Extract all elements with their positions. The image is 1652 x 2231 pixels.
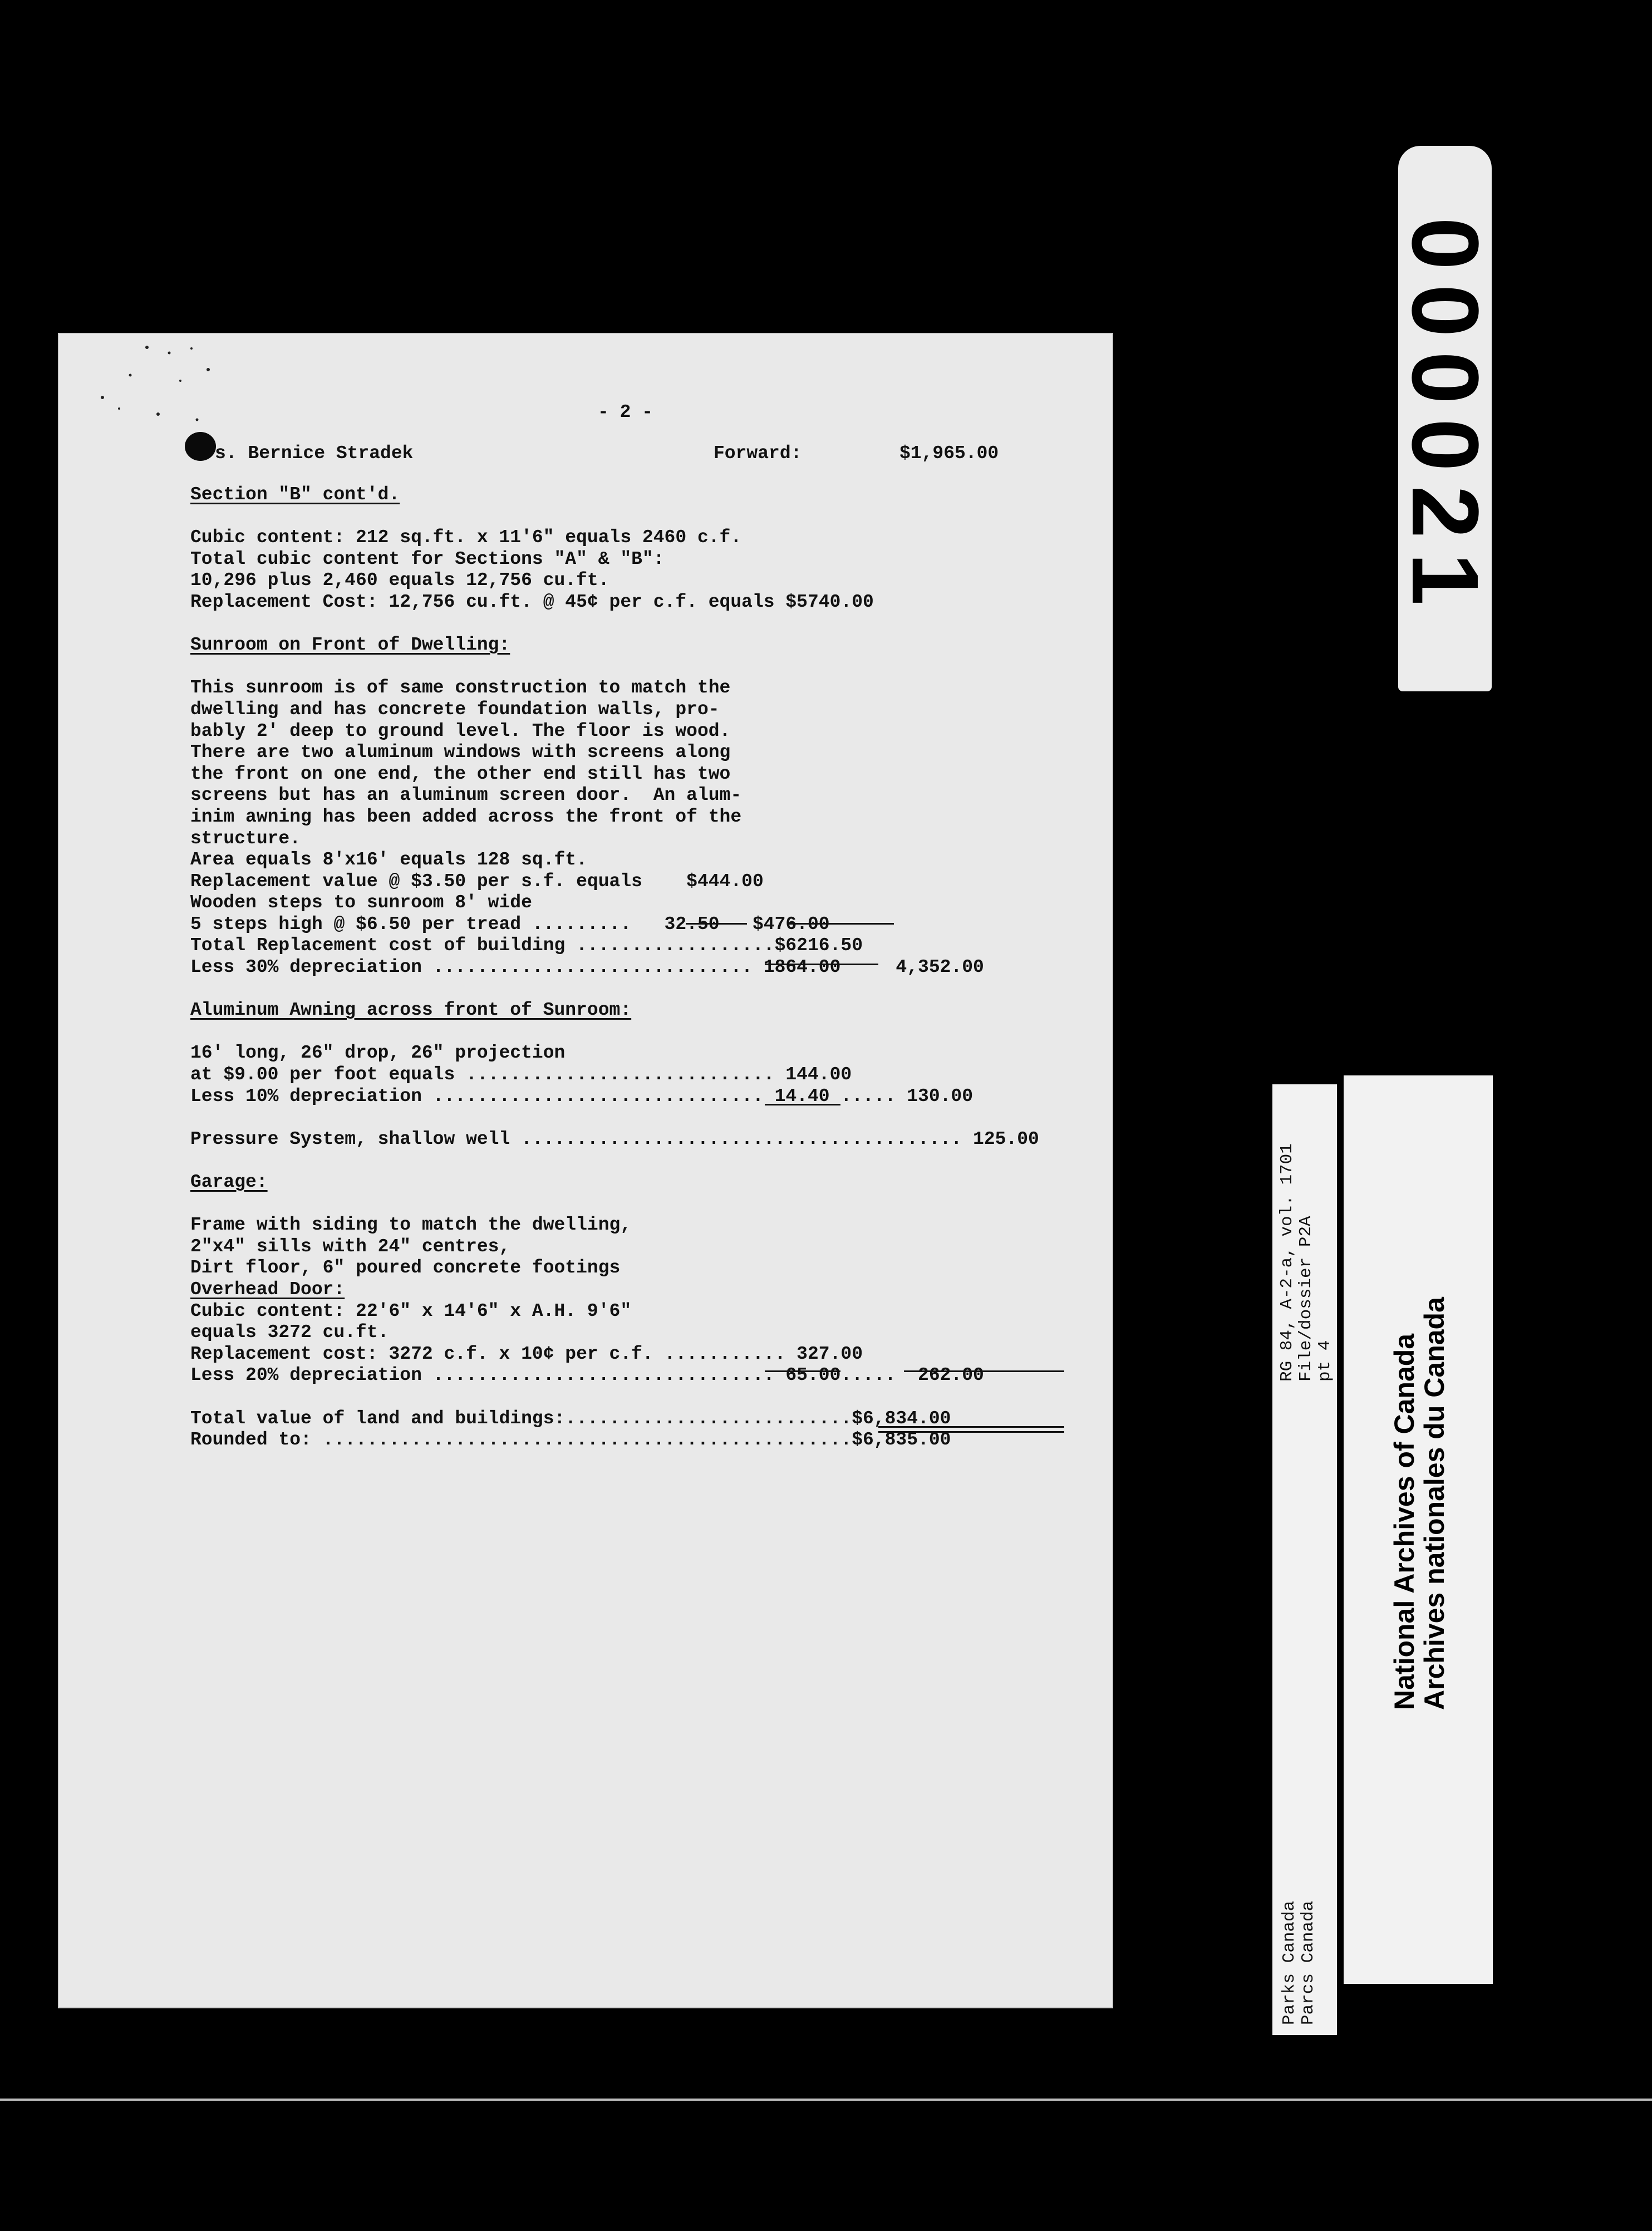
text-line: at $9.00 per foot equals ............................ 144.00 — [190, 1064, 852, 1085]
section-heading — [190, 1000, 1059, 1021]
heading-text: Aluminum Awning across front of Sunroom: — [190, 1000, 632, 1021]
institution-name: National Archives of Canada Archives nationales du Canada — [1389, 1297, 1450, 1710]
text-line — [190, 656, 1059, 678]
forward-label: Forward: — [714, 443, 802, 464]
archives-label — [1344, 1075, 1493, 1984]
ink-specks — [80, 336, 214, 431]
subheading — [190, 1279, 1059, 1301]
text-line — [190, 1107, 1059, 1129]
heading-text: Overhead Door: — [190, 1279, 345, 1300]
heading-text: Garage: — [190, 1172, 268, 1192]
underline-rule — [788, 923, 894, 925]
agency-text: Parks Canada Parcs Canada — [1280, 1900, 1318, 2025]
text-line — [190, 1387, 1059, 1408]
text-line: equals 3272 cu.ft. — [190, 1322, 389, 1343]
text-line — [190, 1150, 1059, 1172]
frame-edge-line — [0, 2099, 1652, 2101]
text-line — [190, 613, 1059, 635]
text-line: 10,296 plus 2,460 equals 12,756 cu.ft. — [190, 570, 609, 591]
text-line: inim awning has been added across the front of the — [190, 806, 742, 827]
text-line: Area equals 8'x16' equals 128 sq.ft. — [190, 849, 587, 871]
text-line: Less 30% depreciation ............................. 1864.00 4,352.00 — [190, 957, 984, 978]
text-line: Frame with siding to match the dwelling, — [190, 1215, 632, 1236]
document-page — [58, 333, 1113, 2008]
reference-text: RG 84, A-2-a, vol. 1701 File/dossier P2A pt 4 — [1277, 1143, 1335, 1382]
text-line: 16' long, 26" drop, 26" projection — [190, 1043, 566, 1064]
reference-label — [1272, 1084, 1337, 2035]
text-line: Pressure System, shallow well ........................................ 125.00 — [190, 1128, 1039, 1149]
underline-rule — [686, 923, 747, 925]
page-number: - 2 - — [598, 402, 653, 422]
text-line: There are two aluminum windows with screens along — [190, 742, 731, 763]
text-line: Rounded to: ................................................$6,835.00 — [190, 1429, 951, 1451]
film-frame-strip — [1392, 146, 1498, 691]
text-line: screens but has an aluminum screen door. An alum- — [190, 785, 742, 806]
document-body — [190, 484, 1059, 1451]
underline-rule — [765, 1370, 840, 1372]
frame-number: 000021 — [1392, 217, 1498, 620]
text-line — [190, 506, 1059, 528]
text-line: the front on one end, the other end still has two — [190, 763, 731, 784]
text-line: Total Replacement cost of building ..................$6216.50 — [190, 935, 863, 956]
text-line: Cubic content: 22'6" x 14'6" x A.H. 9'6" — [190, 1300, 632, 1321]
recipient-name: s. Bernice Stradek — [215, 443, 414, 464]
section-heading — [190, 1172, 1059, 1193]
text-line: Cubic content: 212 sq.ft. x 11'6" equals 2460 c.f. — [190, 527, 742, 548]
text-line: 5 steps high @ $6.50 per tread ......... 32.50 $476.00 — [190, 913, 830, 935]
underline-rule — [765, 1104, 840, 1105]
forward-amount: $1,965.00 — [899, 443, 999, 464]
text-line: 2"x4" sills with 24" centres, — [190, 1236, 510, 1257]
ink-blot — [185, 432, 216, 461]
text-line: Less 20% depreciation ............................... 65.00..... 262.00 — [190, 1365, 984, 1386]
underline-rule — [904, 1370, 1064, 1372]
text-line — [190, 979, 1059, 1000]
double-underline — [878, 1426, 1064, 1433]
heading-text: Sunroom on Front of Dwelling: — [190, 635, 510, 656]
text-line: Wooden steps to sunroom 8' wide — [190, 892, 532, 913]
text-line: Less 10% depreciation .............................. 14.40 ..... 130.00 — [190, 1085, 974, 1107]
text-line: dwelling and has concrete foundation walls, pro- — [190, 699, 720, 720]
text-line: Replacement cost: 3272 c.f. x 10¢ per c.f. ........... 327.00 — [190, 1343, 863, 1364]
section-heading — [190, 484, 1059, 506]
underline-rule — [765, 964, 878, 965]
text-line: This sunroom is of same construction to match the — [190, 677, 731, 699]
section-heading — [190, 635, 1059, 656]
heading-text: Section "B" cont'd. — [190, 484, 400, 505]
text-line: Replacement Cost: 12,756 cu.ft. @ 45¢ per c.f. equals $5740.00 — [190, 591, 874, 612]
text-line: Replacement value @ $3.50 per s.f. equals $444.00 — [190, 871, 764, 892]
text-line: Total value of land and buildings:..........................$6,834.00 — [190, 1408, 951, 1429]
text-line: Dirt floor, 6" poured concrete footings — [190, 1257, 621, 1279]
text-line — [190, 1193, 1059, 1215]
text-line: structure. — [190, 828, 301, 849]
text-line — [190, 1021, 1059, 1043]
text-line: Total cubic content for Sections "A" & "B": — [190, 548, 665, 569]
text-line: bably 2' deep to ground level. The floor is wood. — [190, 720, 731, 741]
